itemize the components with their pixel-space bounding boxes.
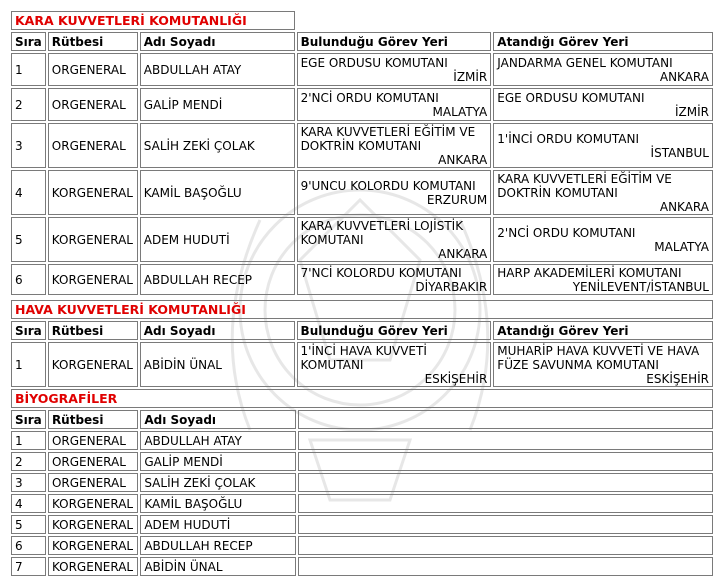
current-post	[297, 123, 492, 168]
post-title: 2'NCİ ORDU KOMUTANI	[497, 225, 636, 240]
header-row	[11, 321, 713, 340]
blank-cell	[298, 410, 713, 429]
post-title: KARA KUVVETLERİ LOJİSTİK KOMUTANI	[300, 218, 464, 247]
current-post	[297, 342, 492, 387]
post-title: MUHARİP HAVA KUVVETİ VE HAVA FÜZE SAVUNMA KOMUTANI	[497, 343, 700, 372]
header-atandigi: Atandığı Görev Yeri	[493, 321, 713, 340]
table-row	[11, 452, 713, 471]
post-title: KARA KUVVETLERİ EĞİTİM VE DOKTRİN KOMUTANI	[497, 171, 672, 200]
post-city: ANKARA	[438, 246, 488, 261]
section-title-row	[11, 389, 713, 408]
post-city: DİYARBAKIR	[415, 279, 488, 294]
table-row	[11, 515, 713, 534]
blank-cell	[298, 557, 713, 576]
hava-section-title: HAVA KUVVETLERİ KOMUTANLIĞI	[11, 300, 713, 319]
header-rutbe: Rütbesi	[48, 410, 138, 429]
biography-link[interactable]: ABİDİN ÜNAL	[140, 557, 296, 576]
row-number: 4	[11, 494, 46, 513]
rank: KORGENERAL	[48, 342, 138, 387]
full-name: ABDULLAH RECEP	[140, 264, 295, 295]
rank: KORGENERAL	[48, 536, 138, 555]
current-post	[297, 88, 492, 121]
post-city: YENİLEVENT/İSTANBUL	[572, 279, 709, 294]
section-title-row	[11, 11, 713, 30]
full-name: ABDULLAH ATAY	[140, 53, 295, 86]
kara-kuvvetleri-table	[9, 9, 715, 297]
header-sira: Sıra	[11, 32, 46, 51]
row-number: 1	[11, 431, 46, 450]
header-bulundugu: Bulunduğu Görev Yeri	[297, 32, 492, 51]
row-number: 6	[11, 536, 46, 555]
post-city: ANKARA	[438, 152, 488, 167]
rank: KORGENERAL	[48, 264, 138, 295]
post-title: JANDARMA GENEL KOMUTANI	[497, 55, 673, 70]
blank-cell	[298, 473, 713, 492]
row-number: 3	[11, 123, 46, 168]
assigned-post	[493, 88, 713, 121]
post-city: İZMİR	[675, 104, 709, 119]
biography-link[interactable]: GALİP MENDİ	[140, 452, 296, 471]
biography-link[interactable]: ABDULLAH RECEP	[140, 536, 296, 555]
kara-section-title: KARA KUVVETLERİ KOMUTANLIĞI	[11, 11, 295, 30]
post-city: ANKARA	[659, 69, 709, 84]
post-title: KARA KUVVETLERİ EĞİTİM VE DOKTRİN KOMUTANI	[300, 124, 476, 153]
full-name: ADEM HUDUTİ	[140, 217, 295, 262]
rank: ORGENERAL	[48, 431, 138, 450]
biography-link[interactable]: KAMİL BAŞOĞLU	[140, 494, 296, 513]
current-post	[297, 264, 492, 295]
table-row	[11, 264, 713, 295]
blank-cell	[298, 452, 713, 471]
header-row	[11, 410, 713, 429]
post-title: 1'İNCİ ORDU KOMUTANI	[497, 131, 640, 146]
current-post	[297, 217, 492, 262]
row-number: 2	[11, 88, 46, 121]
table-row	[11, 536, 713, 555]
blank-cell	[298, 431, 713, 450]
header-row	[11, 32, 713, 51]
rank: ORGENERAL	[48, 123, 138, 168]
post-city: ESKİŞEHİR	[646, 371, 709, 386]
post-title: EGE ORDUSU KOMUTANI	[497, 90, 645, 105]
full-name: KAMİL BAŞOĞLU	[140, 170, 295, 215]
biography-link[interactable]: SALİH ZEKİ ÇOLAK	[140, 473, 296, 492]
header-ad: Adı Soyadı	[140, 32, 295, 51]
post-city: ESKİŞEHİR	[424, 371, 488, 386]
section-title-row	[11, 300, 713, 319]
table-row	[11, 170, 713, 215]
assigned-post	[493, 342, 713, 387]
post-city: ERZURUM	[426, 192, 488, 207]
assigned-post	[493, 264, 713, 295]
header-ad: Adı Soyadı	[140, 321, 295, 340]
current-post	[297, 53, 492, 86]
row-number: 6	[11, 264, 46, 295]
hava-kuvvetleri-table	[9, 298, 715, 389]
biography-link[interactable]: ADEM HUDUTİ	[140, 515, 296, 534]
row-number: 5	[11, 515, 46, 534]
post-city: MALATYA	[654, 239, 709, 254]
table-row	[11, 431, 713, 450]
post-title: HARP AKADEMİLERİ KOMUTANI	[497, 265, 682, 280]
header-ad: Adı Soyadı	[140, 410, 296, 429]
rank: ORGENERAL	[48, 452, 138, 471]
header-sira: Sıra	[11, 321, 46, 340]
header-rutbe: Rütbesi	[48, 321, 138, 340]
full-name: SALİH ZEKİ ÇOLAK	[140, 123, 295, 168]
row-number: 3	[11, 473, 46, 492]
blank-cell	[298, 494, 713, 513]
rank: KORGENERAL	[48, 557, 138, 576]
table-row	[11, 88, 713, 121]
full-name: ABİDİN ÜNAL	[140, 342, 295, 387]
header-atandigi: Atandığı Görev Yeri	[493, 32, 713, 51]
post-city: MALATYA	[432, 104, 488, 119]
table-row	[11, 557, 713, 576]
post-city: İZMİR	[453, 69, 488, 84]
rank: KORGENERAL	[48, 494, 138, 513]
row-number: 5	[11, 217, 46, 262]
header-rutbe: Rütbesi	[48, 32, 138, 51]
row-number: 7	[11, 557, 46, 576]
row-number: 4	[11, 170, 46, 215]
row-number: 1	[11, 342, 46, 387]
row-number: 1	[11, 53, 46, 86]
bio-section-title: BİYOGRAFİLER	[11, 389, 713, 408]
post-title: 7'NCİ KOLORDU KOMUTANI	[300, 265, 462, 280]
post-title: 9'UNCU KOLORDU KOMUTANI	[300, 178, 476, 193]
rank: KORGENERAL	[48, 170, 138, 215]
rank: KORGENERAL	[48, 515, 138, 534]
rank: KORGENERAL	[48, 217, 138, 262]
full-name: GALİP MENDİ	[140, 88, 295, 121]
table-row	[11, 342, 713, 387]
post-title: 2'NCİ ORDU KOMUTANI	[300, 90, 439, 105]
table-row	[11, 494, 713, 513]
current-post	[297, 170, 492, 215]
assigned-post	[493, 217, 713, 262]
rank: ORGENERAL	[48, 53, 138, 86]
rank: ORGENERAL	[48, 473, 138, 492]
table-row	[11, 123, 713, 168]
biyografiler-table	[9, 387, 715, 578]
table-row	[11, 217, 713, 262]
post-city: ANKARA	[659, 199, 709, 214]
rank: ORGENERAL	[48, 88, 138, 121]
row-number: 2	[11, 452, 46, 471]
assigned-post	[493, 53, 713, 86]
assigned-post	[493, 170, 713, 215]
post-city: İSTANBUL	[650, 145, 709, 160]
post-title: EGE ORDUSU KOMUTANI	[300, 55, 448, 70]
table-row	[11, 473, 713, 492]
table-row	[11, 53, 713, 86]
assigned-post	[493, 123, 713, 168]
post-title: 1'İNCİ HAVA KUVVETİ KOMUTANI	[300, 343, 427, 372]
header-bulundugu: Bulunduğu Görev Yeri	[297, 321, 492, 340]
blank-cell	[298, 536, 713, 555]
blank-cell	[298, 515, 713, 534]
biography-link[interactable]: ABDULLAH ATAY	[140, 431, 296, 450]
header-sira: Sıra	[11, 410, 46, 429]
